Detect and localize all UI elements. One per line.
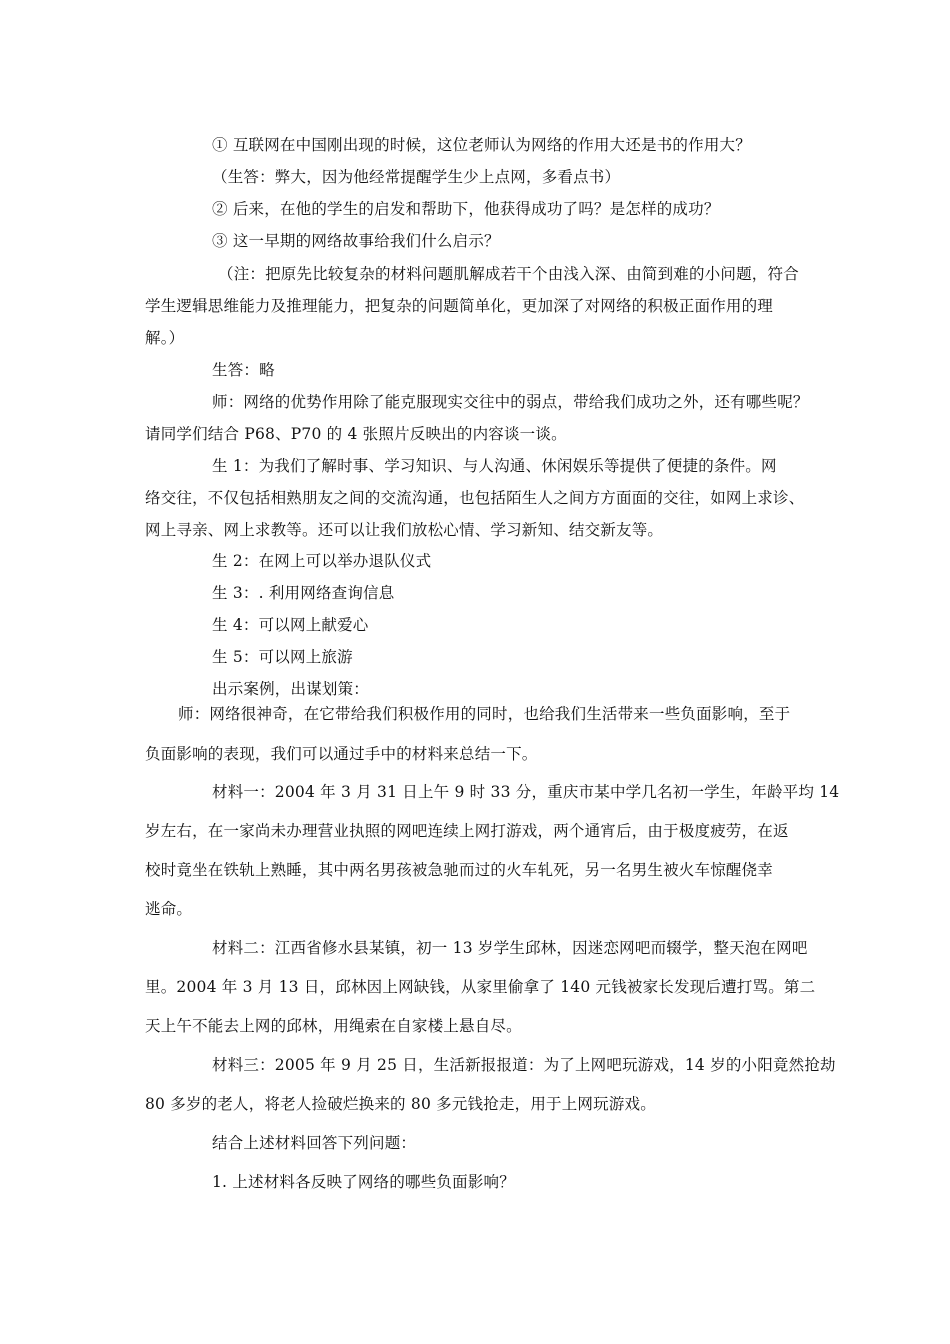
material-2-line-2: 里。2004 年 3 月 13 日，邱林因上网缺钱，从家里偷拿了 140 元钱被家长发现后遭打骂。第二 <box>145 978 816 996</box>
material-1-line-3: 校时竟坐在铁轨上熟睡，其中两名男孩被急驰而过的火车轧死，另一名男生被火车惊醒侥幸 <box>145 861 774 879</box>
student-1-line-1: 生 1：为我们了解时事、学习知识、与人沟通、休闲娱乐等提供了便捷的条件。网 <box>212 457 777 475</box>
student-2-line: 生 2：在网上可以举办退队仪式 <box>212 552 432 570</box>
case-intro-line: 出示案例，出谋划策： <box>212 680 370 698</box>
question-1: ① 互联网在中国刚出现的时候，这位老师认为网络的作用大还是书的作用大？ <box>212 136 751 154</box>
student-4-line: 生 4：可以网上献爱心 <box>212 616 369 634</box>
note-line-1: （注：把原先比较复杂的材料问题肌解成若干个由浅入深、由简到难的小问题，符合 <box>218 265 799 283</box>
material-3-line-2: 80 多岁的老人，将老人捡破烂换来的 80 多元钱抢走，用于上网玩游戏。 <box>145 1095 656 1113</box>
teacher-line-1: 师：网络的优势作用除了能克服现实交往中的弱点，带给我们成功之外，还有哪些呢？ <box>212 393 809 411</box>
student-answer-1: （生答：弊大，因为他经常提醒学生少上点网，多看点书） <box>212 168 621 186</box>
material-1-line-2: 岁左右，在一家尚未办理营业执照的网吧连续上网打游戏，两个通宵后，由于极度疲劳，在返 <box>145 822 789 840</box>
student-3-line: 生 3：. 利用网络查询信息 <box>212 584 395 602</box>
student-1-line-3: 网上寻亲、网上求教等。还可以让我们放松心情、学习新知、结交新友等。 <box>145 521 664 539</box>
material-2-line-3: 天上午不能去上网的邱林，用绳索在自家楼上悬自尽。 <box>145 1017 522 1035</box>
material-1-line-1: 材料一：2004 年 3 月 31 日上午 9 时 33 分，重庆市某中学几名初一学生，年龄平均 14 <box>212 783 840 801</box>
teacher-line-2: 请同学们结合 P68、P70 的 4 张照片反映出的内容谈一谈。 <box>145 425 567 443</box>
question-3: ③ 这一早期的网络故事给我们什么启示？ <box>212 232 500 250</box>
question-2: ② 后来，在他的学生的启发和帮助下，他获得成功了吗？是怎样的成功？ <box>212 200 720 218</box>
note-line-2: 学生逻辑思维能力及推理能力，把复杂的问题简单化，更加深了对网络的积极正面作用的理 <box>145 297 774 315</box>
student-answer-2: 生答：略 <box>212 361 275 379</box>
material-2-line-1: 材料二：江西省修水县某镇，初一 13 岁学生邱林，因迷恋网吧而辍学，整天泡在网吧 <box>212 939 808 957</box>
questions-intro-line: 结合上述材料回答下列问题： <box>212 1134 417 1152</box>
material-1-line-4: 逃命。 <box>145 900 193 918</box>
question-list-item-1: 1. 上述材料各反映了网络的哪些负面影响？ <box>212 1173 515 1191</box>
student-5-line: 生 5：可以网上旅游 <box>212 648 353 666</box>
teacher-line-4: 负面影响的表现，我们可以通过手中的材料来总结一下。 <box>145 745 538 763</box>
teacher-line-3: 师：网络很神奇，在它带给我们积极作用的同时，也给我们生活带来一些负面影响，至于 <box>178 705 791 723</box>
student-1-line-2: 络交往，不仅包括相熟朋友之间的交流沟通，也包括陌生人之间方方面面的交往，如网上求诊、 <box>145 489 805 507</box>
material-3-line-1: 材料三：2005 年 9 月 25 日，生活新报报道：为了上网吧玩游戏，14 岁的小阳竟然抢劫 <box>212 1056 836 1074</box>
note-line-3: 解。） <box>145 329 185 347</box>
